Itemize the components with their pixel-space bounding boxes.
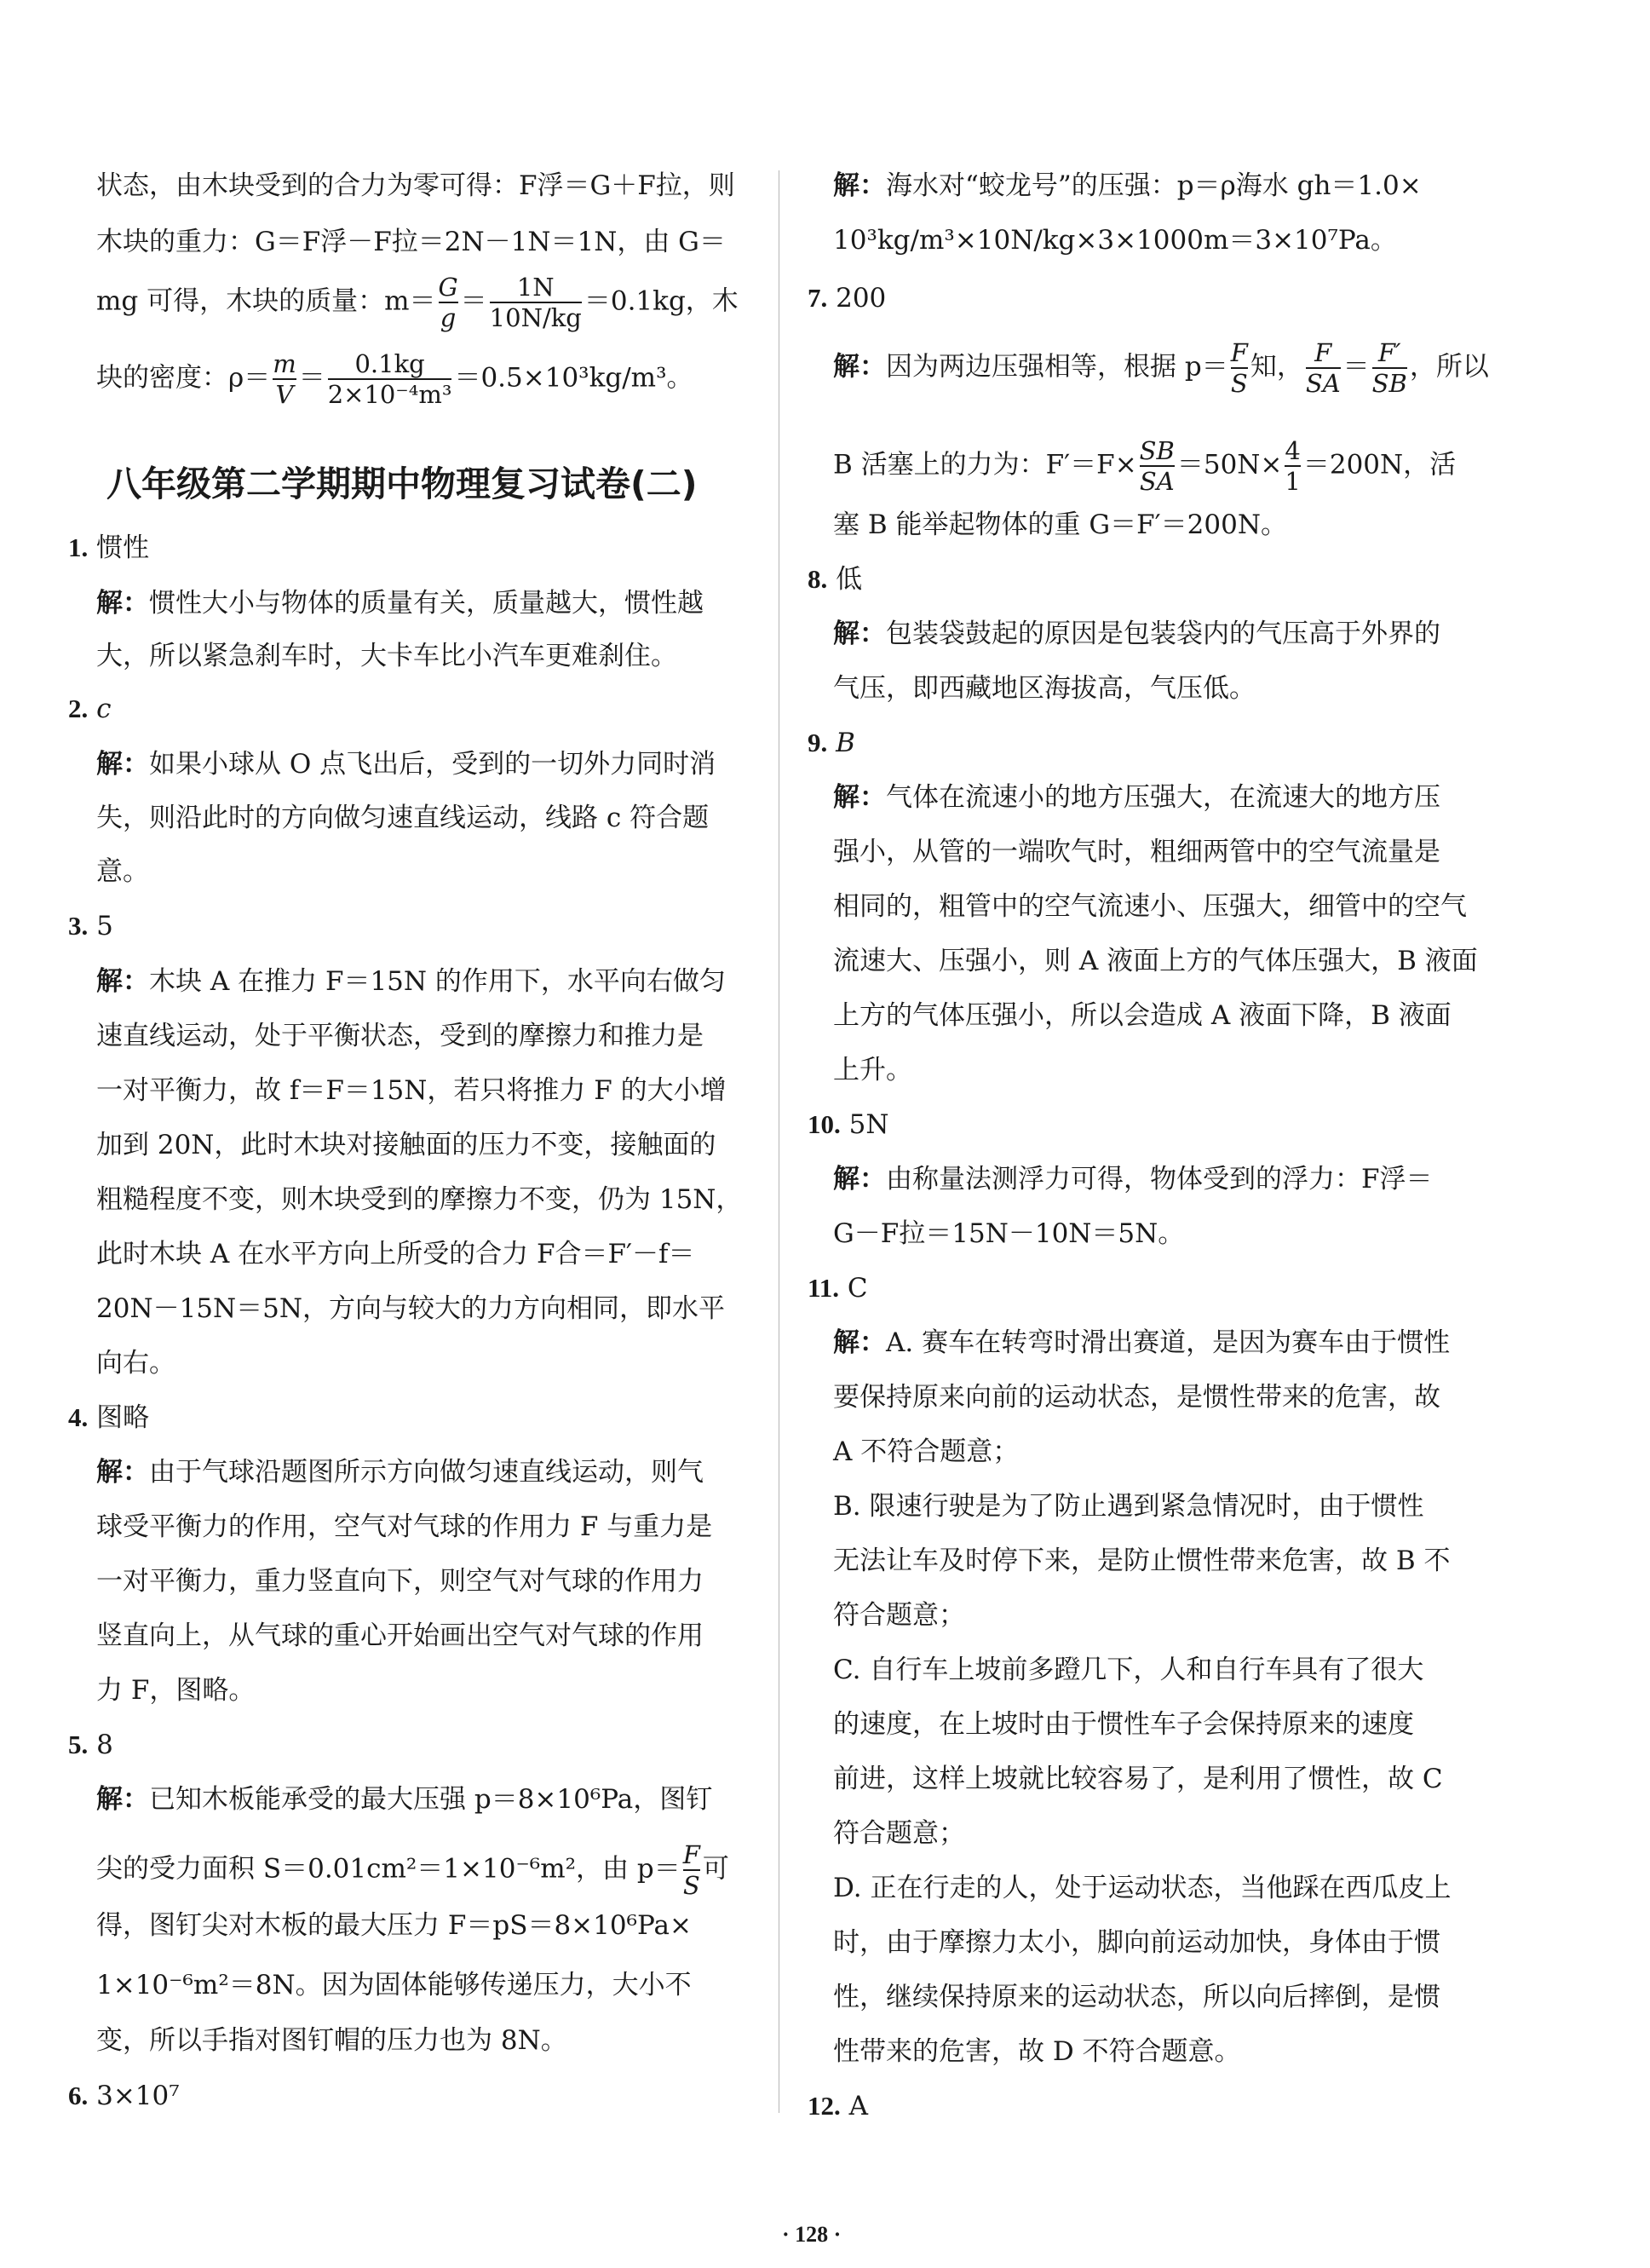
text-line: 大，所以紧急刹车时，大卡车比小汽车更难刹住。 xyxy=(96,641,677,671)
text-line: 加到 20N，此时木块对接触面的压力不变，接触面的 xyxy=(96,1130,716,1160)
text-segment: 包装袋鼓起的原因是包装袋内的气压高于外界的 xyxy=(886,619,1440,649)
text-segment: B 活塞上的力为：F′＝F× xyxy=(833,449,1137,481)
text-segment: A. 赛车在转弯时滑出赛道，是因为赛车由于惯性 xyxy=(886,1327,1451,1358)
text-segment: 因为两边压强相等，根据 p＝ xyxy=(886,351,1228,383)
denominator: V xyxy=(273,378,296,409)
numerator: F′ xyxy=(1377,338,1401,367)
text-line: 向右。 xyxy=(96,1348,175,1379)
text-line xyxy=(96,1840,729,1900)
text-line xyxy=(96,1782,712,1816)
text-line xyxy=(833,1162,1433,1196)
text-line xyxy=(833,1326,1450,1360)
answer: 5N xyxy=(848,1109,889,1140)
denominator: S xyxy=(1230,369,1248,398)
question-6 xyxy=(68,2079,180,2113)
answer: 8 xyxy=(96,1730,113,1760)
text-line: B. 限速行驶是为了防止遇到紧急情况时，由于惯性 xyxy=(833,1491,1424,1522)
text-segment: 木块 A 在推力 F＝15N 的作用下，水平向右做匀 xyxy=(149,966,726,997)
solution-label: 解： xyxy=(96,588,149,619)
question-number: 8. xyxy=(808,564,828,594)
text-line xyxy=(833,617,1440,651)
text-line xyxy=(96,586,704,620)
text-line: 符合题意； xyxy=(833,1600,965,1631)
text-segment: ＝0.5×10³kg/m³。 xyxy=(454,362,693,394)
text-line: 竖直向上，从气球的重心开始画出空气对气球的作用 xyxy=(96,1620,704,1651)
text-segment: 尖的受力面积 S＝0.01cm²＝1×10⁻⁶m²，由 p＝ xyxy=(96,1853,681,1885)
text-segment: 惯性大小与物体的质量有关，质量越大，惯性越 xyxy=(149,588,704,619)
text-line xyxy=(833,436,1456,496)
text-line xyxy=(833,780,1440,815)
text-line: 意。 xyxy=(96,856,149,887)
text-line: 一对平衡力，故 f＝F＝15N，若只将推力 F 的大小增 xyxy=(96,1075,727,1106)
text-line: 性带来的危害，故 D 不符合题意。 xyxy=(833,2036,1241,2067)
text-line: 10³kg/m³×10N/kg×3×1000m＝3×10⁷Pa。 xyxy=(833,225,1397,256)
question-number: 7. xyxy=(808,283,828,313)
text-line: 符合题意； xyxy=(833,1818,965,1849)
text-line: 1×10⁻⁶m²＝8N。因为固体能够传递压力，大小不 xyxy=(96,1970,692,2000)
fraction xyxy=(1285,436,1300,496)
numerator: 4 xyxy=(1285,436,1301,465)
numerator: 0.1kg xyxy=(354,349,425,378)
fraction xyxy=(683,1840,700,1900)
fraction xyxy=(1372,338,1407,398)
answer: A xyxy=(848,2091,868,2121)
solution-label: 解： xyxy=(833,782,886,813)
fraction xyxy=(1140,436,1175,496)
numerator: m xyxy=(273,349,296,378)
question-number: 9. xyxy=(808,728,828,757)
denominator: SA xyxy=(1139,467,1175,496)
solution-label: 解： xyxy=(96,966,149,997)
text-segment: ＝50N× xyxy=(1176,449,1283,481)
denominator: 10N/kg xyxy=(489,303,582,332)
question-number: 2. xyxy=(68,694,89,723)
text-line: 上升。 xyxy=(833,1055,912,1085)
answer: 低 xyxy=(836,564,863,595)
text-line: 强小，从管的一端吹气时，粗细两管中的空气流量是 xyxy=(833,837,1440,867)
text-segment: 知， xyxy=(1250,351,1303,383)
text-line: mg 可得，木块的质量：m＝ $\frac{G}{g}$ ＝ $\frac{1N}{10N/kg}$ ＝0.1kg，木 xyxy=(96,273,739,332)
solution-label: 解： xyxy=(833,619,886,649)
question-number: 4. xyxy=(68,1402,89,1432)
text-segment: ＝0.1kg，木 xyxy=(584,285,739,317)
text-segment: 已知木板能承受的最大压强 p＝8×10⁶Pa，图钉 xyxy=(149,1784,713,1815)
text-line: 状态，由木块受到的合力为零可得：F浮＝G＋F拉，则 xyxy=(96,170,735,201)
text-line: 无法让车及时停下来，是防止惯性带来危害，故 B 不 xyxy=(833,1546,1451,1576)
question-number: 3. xyxy=(68,911,89,941)
page-number: · 128 · xyxy=(782,2222,842,2247)
fraction xyxy=(439,273,458,332)
denominator: 2×10⁻⁴m³ xyxy=(327,380,452,409)
text-line: 变，所以手指对图钉帽的压力也为 8N。 xyxy=(96,2025,567,2056)
text-line: 20N－15N＝5N，方向与较大的力方向相同，即水平 xyxy=(96,1293,725,1324)
text-segment: 由称量法测浮力可得，物体受到的浮力：F浮＝ xyxy=(886,1164,1433,1194)
text-segment: mg 可得，木块的质量：m＝ xyxy=(96,285,436,317)
text-line: 得，图钉尖对木板的最大压力 F＝pS＝8×10⁶Pa× xyxy=(96,1910,692,1941)
question-number: 5. xyxy=(68,1730,89,1759)
question-number: 10. xyxy=(808,1109,841,1139)
solution-label: 解： xyxy=(96,1457,149,1488)
text-line: A 不符合题意； xyxy=(833,1436,1020,1467)
question-2 xyxy=(68,692,111,726)
text-segment: 由于气球沿题图所示方向做匀速直线运动，则气 xyxy=(149,1457,704,1488)
question-7 xyxy=(808,281,886,315)
text-segment: ，所以 xyxy=(1409,351,1489,383)
text-line: 速直线运动，处于平衡状态，受到的摩擦力和推力是 xyxy=(96,1021,704,1051)
answer: c xyxy=(96,694,112,724)
question-8 xyxy=(808,562,862,596)
question-3 xyxy=(68,909,113,943)
section-title: 八年级第二学期期中物理复习试卷(二) xyxy=(106,463,698,504)
text-line: 流速大、压强小，则 A 液面上方的气体压强大，B 液面 xyxy=(833,946,1478,976)
text-line: 粗糙程度不变，则木块受到的摩擦力不变，仍为 15N， xyxy=(96,1184,743,1215)
answer: 5 xyxy=(96,911,113,941)
text-line: 性，继续保持原来的运动状态，所以向后摔倒，是惯 xyxy=(833,1982,1440,2012)
text-segment: ＝ xyxy=(1342,351,1370,383)
text-line: 力 F，图略。 xyxy=(96,1675,256,1706)
fraction xyxy=(1306,338,1341,398)
answer: 3×10⁷ xyxy=(96,2081,180,2111)
question-number: 6. xyxy=(68,2081,89,2110)
denominator: g xyxy=(439,302,458,332)
text-line xyxy=(96,1455,704,1489)
solution-label: 解： xyxy=(833,1327,886,1358)
fraction xyxy=(328,349,452,409)
text-line: 气压，即西藏地区海拔高，气压低。 xyxy=(833,673,1256,704)
question-9 xyxy=(808,726,855,760)
text-line: 此时木块 A 在水平方向上所受的合力 F合＝F′－f＝ xyxy=(96,1239,695,1269)
text-segment: 如果小球从 O 点飞出后，受到的一切外力同时消 xyxy=(149,749,716,780)
text-line: 相同的，粗管中的空气流速小、压强大，细管中的空气 xyxy=(833,891,1467,922)
numerator: SB xyxy=(1139,436,1175,465)
numerator: F xyxy=(1314,338,1332,367)
answer: 惯性 xyxy=(96,532,150,563)
text-line: D. 正在行走的人，处于运动状态，当他踩在西瓜皮上 xyxy=(833,1873,1452,1903)
question-5 xyxy=(68,1728,113,1762)
text-line: 球受平衡力的作用，空气对气球的作用力 F 与重力是 xyxy=(96,1511,713,1542)
question-number: 12. xyxy=(808,2091,841,2121)
solution-label: 解： xyxy=(833,1164,886,1194)
numerator: 1N xyxy=(516,273,555,302)
text-line: C. 自行车上坡前多蹬几下，人和自行车具有了很大 xyxy=(833,1655,1424,1685)
question-number: 1. xyxy=(68,532,89,562)
text-line xyxy=(833,169,1422,203)
denominator: S xyxy=(682,1871,700,1900)
text-line xyxy=(96,747,716,781)
text-segment: 可 xyxy=(702,1853,729,1885)
text-line: 木块的重力：G＝F浮－F拉＝2N－1N＝1N，由 G＝ xyxy=(96,227,726,257)
answer: 图略 xyxy=(96,1402,150,1433)
fraction xyxy=(273,349,296,409)
text-line: 块的密度：ρ＝ $\frac{m}{V}$ ＝ $\frac{0.1kg}{\text{2×10⁻⁴m³}}$ ＝0.5×10³kg/m³。 xyxy=(96,349,693,409)
denominator: SA xyxy=(1305,369,1341,398)
numerator: F xyxy=(682,1840,700,1869)
question-1 xyxy=(68,531,149,565)
numerator: G xyxy=(438,273,458,302)
text-line: 时，由于摩擦力太小，脚向前运动加快，身体由于惯 xyxy=(833,1927,1440,1958)
text-line xyxy=(833,338,1489,398)
solution-label: 解： xyxy=(96,749,149,780)
text-line: 一对平衡力，重力竖直向下，则空气对气球的作用力 xyxy=(96,1566,704,1597)
text-segment: 气体在流速小的地方压强大，在流速大的地方压 xyxy=(886,782,1440,813)
text-line: 塞 B 能举起物体的重 G＝F′＝200N。 xyxy=(833,509,1287,540)
text-line: 的速度，在上坡时由于惯性车子会保持原来的速度 xyxy=(833,1709,1414,1740)
question-11 xyxy=(808,1271,868,1305)
text-line: 要保持原来向前的运动状态，是惯性带来的危害，故 xyxy=(833,1382,1440,1413)
solution-label: 解： xyxy=(833,170,886,201)
question-10 xyxy=(808,1108,888,1142)
text-line xyxy=(96,964,726,999)
fraction xyxy=(1231,338,1248,398)
text-line: 上方的气体压强小，所以会造成 A 液面下降，B 液面 xyxy=(833,1000,1452,1031)
denominator: SB xyxy=(1371,369,1407,398)
text-line: G－F拉＝15N－10N＝5N。 xyxy=(833,1218,1185,1249)
text-segment: ＝200N，活 xyxy=(1302,449,1457,481)
question-4 xyxy=(68,1401,149,1435)
answer: 200 xyxy=(836,283,887,314)
solution-label: 解： xyxy=(96,1784,149,1815)
solution-label: 解： xyxy=(833,351,886,383)
text-segment: 块的密度：ρ＝ xyxy=(96,362,271,394)
numerator: F xyxy=(1230,338,1248,367)
question-number: 11. xyxy=(808,1273,840,1303)
denominator: 1 xyxy=(1285,467,1301,496)
answer: C xyxy=(847,1273,868,1304)
fraction xyxy=(490,273,582,332)
text-line: 前进，这样上坡就比较容易了，是利用了惯性，故 C xyxy=(833,1764,1443,1794)
text-line: 失，则沿此时的方向做匀速直线运动，线路 c 符合题 xyxy=(96,803,710,833)
text-segment: 海水对“蛟龙号”的压强：p＝ρ海水 gh＝1.0× xyxy=(886,170,1422,201)
question-12 xyxy=(808,2089,868,2123)
answer: B xyxy=(836,728,855,758)
